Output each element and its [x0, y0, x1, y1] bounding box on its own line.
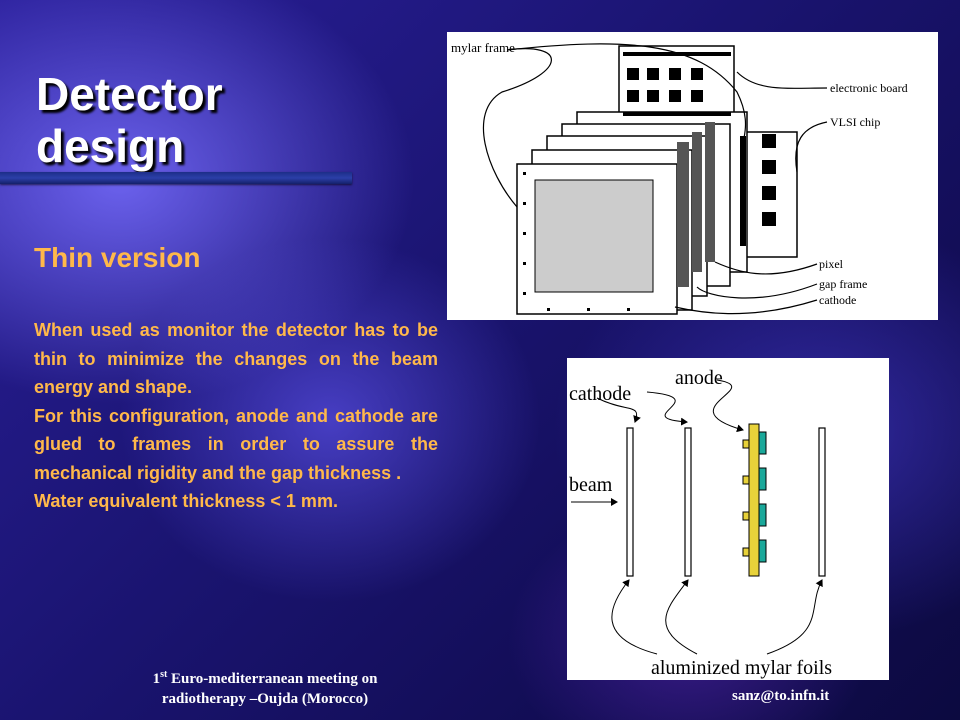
- slide-title: [36, 68, 223, 172]
- detector-assembly-figure: [447, 32, 938, 320]
- label-vlsi-chip: VLSI chip: [830, 115, 881, 129]
- label-beam: beam: [569, 474, 613, 496]
- foil-1: [627, 428, 633, 576]
- detector-assembly-drawing: [447, 32, 938, 320]
- label-pixel: pixel: [819, 257, 843, 271]
- slide-subtitle: Thin version: [34, 242, 201, 273]
- title-underline-bar: [0, 172, 352, 184]
- label-electronic-board: electronic board: [830, 81, 908, 95]
- foil-2: [685, 428, 691, 576]
- label-aluminized-mylar-foils: aluminized mylar foils: [651, 657, 833, 679]
- paragraph-thickness: Water equivalent thickness < 1 mm.: [34, 491, 338, 511]
- body-text: [34, 316, 438, 516]
- label-cathode: cathode: [819, 293, 857, 307]
- label-gap-frame: gap frame: [819, 277, 868, 291]
- foil-4: [819, 428, 825, 576]
- paragraph-configuration: For this configuration, anode and cathode are glued to frames in order to assure the mechanical rigidity and the gap thickness .: [34, 405, 438, 483]
- footer-conference: [110, 665, 420, 709]
- cross-section-figure: [567, 358, 889, 680]
- cross-section-drawing: [567, 358, 889, 680]
- footer-ordinal-suffix: st: [160, 669, 168, 680]
- footer-line2: radiotherapy –Oujda (Morocco): [161, 691, 369, 707]
- footer-email: sanz@to.infn.it: [732, 688, 830, 704]
- paragraph-monitor: When used as monitor the detector has to be thin to minimize the changes on the beam energy and shape.: [34, 320, 438, 397]
- label-cathode-section: cathode: [569, 383, 632, 405]
- title-line-2: design: [36, 120, 185, 172]
- anode-structure: [743, 424, 766, 576]
- label-anode: anode: [675, 367, 723, 389]
- footer-ordinal: 1: [152, 671, 161, 687]
- footer-line1: Euro-mediterranean meeting on: [167, 671, 378, 687]
- label-mylar-frame: mylar frame: [451, 40, 515, 55]
- mylar-foil: [535, 180, 653, 292]
- title-line-1: Detector: [36, 68, 223, 120]
